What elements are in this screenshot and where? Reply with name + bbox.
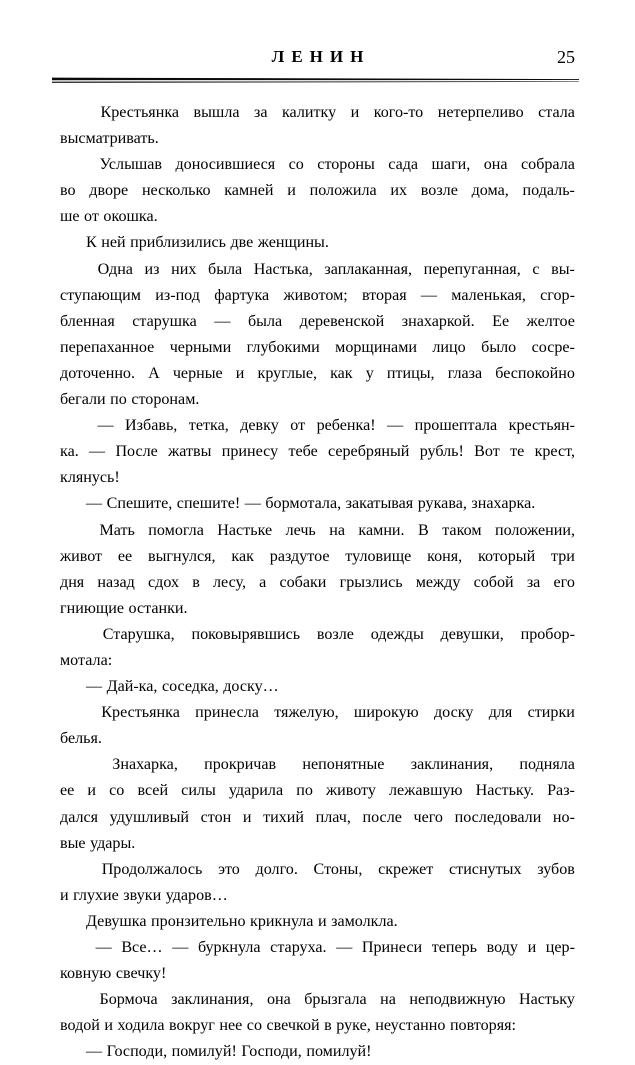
word: сосре-	[531, 338, 575, 356]
word: черными	[169, 338, 232, 356]
word: Принеси	[361, 939, 423, 956]
word: Раз-	[547, 782, 575, 800]
word: свечкой	[266, 1017, 320, 1035]
word: назад	[97, 573, 135, 591]
word: положила	[309, 182, 377, 200]
word: водой	[60, 1017, 100, 1035]
word: перепуганная,	[423, 260, 521, 278]
text-line	[60, 152, 575, 178]
word: как	[231, 547, 254, 565]
word: со	[109, 782, 125, 800]
word: гниющие	[60, 599, 124, 617]
word: прокричав	[204, 756, 277, 774]
word: —	[244, 495, 261, 513]
word: старушка	[132, 312, 197, 330]
word: и	[60, 886, 69, 904]
word: вые	[60, 834, 86, 852]
word: и	[235, 364, 245, 382]
word: собрала	[521, 156, 575, 174]
word: спешите!	[176, 495, 241, 513]
word: теперь	[431, 939, 478, 956]
word: это	[218, 860, 240, 878]
word: бегали	[60, 391, 106, 409]
word: перепаханное	[60, 338, 155, 356]
word: дня	[60, 573, 85, 591]
word: Вот	[474, 443, 500, 461]
word: дома,	[471, 182, 509, 200]
paragraph	[60, 257, 575, 414]
word: деревенской	[299, 312, 385, 330]
word: живот	[60, 547, 103, 565]
word: —	[387, 417, 404, 435]
word: Господи,	[241, 1043, 302, 1061]
word: грызлись	[339, 573, 403, 591]
paragraph	[60, 622, 575, 674]
word: силы	[181, 782, 216, 800]
word: знахарка.	[471, 495, 536, 513]
text-line	[60, 935, 575, 961]
word: широкую	[353, 704, 419, 722]
word: желтое	[526, 312, 575, 330]
word: Все…	[121, 939, 163, 956]
word: свечку!	[115, 965, 167, 983]
word: —	[86, 678, 103, 696]
text-line	[60, 387, 575, 413]
word: для	[488, 704, 513, 722]
word: помилуй!	[171, 1043, 237, 1061]
word: замолкла.	[331, 912, 398, 930]
word: доточенно.	[60, 364, 136, 382]
word: заклинания,	[171, 991, 254, 1009]
word: старуха.	[270, 939, 327, 956]
paragraph	[60, 413, 575, 491]
text-line	[60, 491, 575, 517]
word: возле	[316, 625, 354, 643]
word: Настьку	[519, 991, 575, 1009]
word: глубокими	[246, 338, 320, 356]
word: круглые,	[257, 364, 317, 382]
text-line	[60, 178, 575, 204]
word: и	[87, 782, 97, 800]
word: закатывая	[345, 495, 414, 513]
word: принесла	[195, 704, 259, 722]
text-line	[60, 726, 575, 752]
word: камней	[224, 182, 274, 200]
word: из-под	[155, 286, 200, 304]
word: ступающим	[60, 286, 141, 304]
word: высматривать.	[60, 130, 159, 148]
word: калитку	[281, 104, 337, 121]
text-line	[60, 335, 575, 361]
text-line	[60, 883, 575, 909]
word: и	[287, 182, 296, 200]
word: неустанно	[375, 1017, 446, 1035]
text-line	[60, 465, 575, 491]
word: —	[420, 286, 437, 304]
text-line	[60, 309, 575, 335]
text-line	[60, 126, 575, 152]
word: лесу,	[213, 573, 246, 591]
word: После	[115, 443, 158, 461]
word: девушки,	[440, 625, 504, 643]
word: была	[208, 260, 243, 278]
word: сгор-	[540, 286, 575, 304]
word: их	[390, 182, 408, 200]
word: серебряный	[328, 443, 410, 461]
text-line	[60, 805, 575, 831]
word: заплаканная,	[324, 260, 412, 278]
word: нетерпеливо	[437, 104, 524, 121]
word: Ее	[492, 312, 510, 330]
word: ее	[117, 547, 133, 565]
word: сада	[388, 156, 419, 174]
word: скрежет	[378, 860, 434, 878]
word: долго.	[255, 860, 298, 878]
word: в	[192, 573, 200, 591]
word: от	[84, 208, 99, 226]
text-line	[60, 987, 575, 1013]
word: фартука	[214, 286, 270, 304]
word: ребенка!	[316, 417, 376, 435]
word: рубль!	[419, 443, 464, 461]
paragraph	[60, 1039, 575, 1065]
word: Крестьянка	[101, 704, 180, 722]
text-line	[60, 909, 575, 935]
text-line	[60, 100, 575, 126]
word: лицо	[432, 338, 466, 356]
word: удары.	[90, 834, 136, 852]
word: и	[317, 912, 327, 930]
word: знахаркой.	[401, 312, 475, 330]
word: —	[97, 417, 114, 435]
word: —	[89, 443, 106, 461]
word: со	[288, 156, 304, 174]
text-line	[60, 361, 575, 387]
word: них	[171, 260, 197, 278]
word: клянусь!	[60, 469, 120, 487]
word: дворе	[89, 182, 129, 200]
word: жатвы	[168, 443, 212, 461]
word: туловище	[345, 547, 412, 565]
word: помогла	[148, 521, 204, 539]
word: принесу	[221, 443, 279, 461]
word: Услышав	[99, 156, 163, 174]
word: —	[214, 312, 231, 330]
word: крест,	[534, 443, 575, 461]
word: тихий	[263, 808, 305, 826]
text-line	[60, 752, 575, 778]
word: повторяя:	[449, 1017, 516, 1035]
word: непонятные	[302, 756, 385, 774]
word: заклинания,	[410, 756, 494, 774]
word: Господи,	[106, 1043, 168, 1061]
word: из	[144, 260, 160, 278]
text-line	[60, 961, 575, 987]
word: возле	[420, 182, 458, 200]
word: между	[415, 573, 461, 591]
word: А	[148, 364, 160, 382]
word: на	[329, 521, 345, 539]
word: вторая	[361, 286, 407, 304]
word: окошка.	[103, 208, 158, 226]
word: рукава,	[417, 495, 467, 513]
word: у	[365, 364, 374, 382]
word: птицы,	[386, 364, 435, 382]
word: поковырявшись	[191, 625, 301, 643]
word: К	[86, 234, 97, 252]
word: —	[172, 939, 189, 956]
word: зубов	[537, 860, 575, 878]
word: лечь	[285, 521, 316, 539]
word: с	[532, 260, 540, 278]
word: со	[246, 1017, 262, 1035]
word: доносившиеся	[175, 156, 276, 174]
word: неподвижную	[409, 991, 506, 1009]
word: сторонам.	[131, 391, 200, 409]
word: ка.	[60, 443, 79, 461]
word: Спешите,	[106, 495, 173, 513]
word: подняла	[519, 756, 575, 774]
word: ше	[60, 208, 80, 226]
running-head	[60, 46, 575, 76]
word: собаки	[279, 573, 327, 591]
word: воду	[486, 939, 518, 956]
word: тяжелую,	[274, 704, 339, 722]
word: последовали	[454, 808, 542, 826]
word: который	[478, 547, 536, 565]
double-rule	[52, 76, 579, 85]
text-line	[60, 857, 575, 883]
word: глаза	[447, 364, 483, 382]
word: дался	[60, 808, 99, 826]
word: коня,	[427, 547, 463, 565]
word: ее	[60, 782, 75, 800]
word: Настьке	[217, 521, 273, 539]
word: маленькая,	[451, 286, 526, 304]
text-line	[60, 831, 575, 857]
word: помилуй!	[306, 1043, 372, 1061]
text-line	[60, 230, 575, 256]
word: и	[527, 939, 537, 956]
text-line	[60, 518, 575, 544]
word: —	[336, 939, 353, 956]
word: руке,	[336, 1017, 371, 1035]
word: животом;	[283, 286, 348, 304]
word: крикнула	[250, 912, 314, 930]
paragraph	[60, 987, 575, 1039]
word: она	[483, 156, 508, 174]
word: от	[290, 417, 306, 435]
word: Настьку.	[475, 782, 534, 800]
word: вы-	[551, 260, 575, 278]
word: и	[350, 104, 360, 121]
word: две	[230, 234, 254, 252]
word: бормотала,	[265, 495, 342, 513]
page-number: 25	[557, 47, 575, 67]
word: лежавшую	[389, 782, 463, 800]
text-line	[60, 439, 575, 465]
word: тетка,	[188, 417, 229, 435]
word: доску	[433, 704, 474, 722]
word: стон	[200, 808, 232, 826]
word: соседка,	[161, 678, 219, 696]
paragraph	[60, 909, 575, 935]
page-title: ЛЕНИН	[271, 47, 371, 66]
word: Дай-ка,	[106, 678, 158, 696]
word: В	[418, 521, 429, 539]
word: во	[60, 182, 76, 200]
text-line	[60, 544, 575, 570]
word: мотала:	[60, 651, 113, 669]
word: шаги,	[431, 156, 471, 174]
word: —	[86, 495, 103, 513]
word: Старушка,	[102, 625, 175, 643]
text-line	[60, 283, 575, 309]
word: и	[104, 1017, 114, 1035]
text-line	[60, 596, 575, 622]
word: —	[86, 1043, 103, 1061]
word: пробор-	[520, 625, 575, 643]
word: несколько	[141, 182, 211, 200]
word: собой	[473, 573, 514, 591]
word: пронзительно	[151, 912, 246, 930]
text-line	[60, 1013, 575, 1039]
word: но-	[552, 808, 575, 826]
word: положении,	[494, 521, 575, 539]
word: три	[551, 547, 575, 565]
text-line	[60, 648, 575, 674]
word: доску…	[223, 678, 279, 696]
word: белья.	[60, 730, 102, 748]
word: после	[362, 808, 402, 826]
word: раздутое	[269, 547, 330, 565]
paragraph	[60, 491, 575, 517]
word: камни.	[358, 521, 405, 539]
word: как	[330, 364, 353, 382]
word: глухие	[73, 886, 119, 904]
word: стирки	[527, 704, 575, 722]
word: удушливый	[109, 808, 190, 826]
text-line	[60, 778, 575, 804]
word: Бормоча	[99, 991, 158, 1009]
word: ней	[101, 234, 126, 252]
paragraph	[60, 100, 575, 152]
word: цер-	[545, 939, 575, 956]
text-line	[60, 674, 575, 700]
word: животу	[325, 782, 376, 800]
word: выгнулся,	[148, 547, 216, 565]
word: а	[259, 573, 267, 591]
word: останки.	[128, 599, 188, 617]
word: звуки	[123, 886, 162, 904]
word: за	[253, 104, 268, 121]
word: Одна	[97, 260, 133, 278]
word: черные	[172, 364, 223, 382]
word: нее	[219, 1017, 243, 1035]
paragraph	[60, 700, 575, 752]
word: кого-то	[373, 104, 424, 121]
word: по	[296, 782, 313, 800]
word: стороны	[317, 156, 375, 174]
word: ударила	[228, 782, 284, 800]
word: за	[526, 573, 541, 591]
word: прошептала	[414, 417, 498, 435]
word: одежды	[370, 625, 424, 643]
word: и	[242, 808, 252, 826]
text-line	[60, 257, 575, 283]
word: по	[110, 391, 127, 409]
word: брызгала	[304, 991, 367, 1009]
text-line	[60, 570, 575, 596]
text-line	[60, 622, 575, 648]
word: вокруг	[169, 1017, 215, 1035]
paragraph	[60, 230, 575, 256]
word: приблизились	[130, 234, 226, 252]
word: ходила	[117, 1017, 165, 1035]
word: Избавь,	[125, 417, 178, 435]
word: крестьян-	[508, 417, 575, 435]
word: Продолжалось	[101, 860, 203, 878]
body-text	[60, 100, 575, 1065]
word: на	[380, 991, 396, 1009]
word: было	[481, 338, 517, 356]
word: ковную	[60, 965, 112, 983]
text-line	[60, 204, 575, 230]
word: —	[95, 939, 112, 956]
word: была	[247, 312, 283, 330]
word: вышла	[193, 104, 240, 121]
paragraph	[60, 674, 575, 700]
text-line	[60, 413, 575, 439]
paragraph	[60, 152, 575, 230]
paragraph	[60, 857, 575, 909]
word: в	[324, 1017, 332, 1035]
word: всей	[137, 782, 169, 800]
word: стиснутых	[449, 860, 522, 878]
word: буркнула	[197, 939, 261, 956]
paragraph	[60, 935, 575, 987]
word: Девушка	[86, 912, 147, 930]
word: морщинами	[335, 338, 417, 356]
word: беспокойно	[495, 364, 575, 382]
word: плач,	[315, 808, 351, 826]
word: Крестьянка	[100, 104, 180, 121]
paragraph	[60, 752, 575, 856]
word: ударов…	[165, 886, 228, 904]
word: чего	[413, 808, 443, 826]
word: таком	[442, 521, 482, 539]
text-line	[60, 1039, 575, 1065]
word: она	[266, 991, 291, 1009]
word: стала	[538, 104, 575, 121]
word: Мать	[99, 521, 135, 539]
word: Настька,	[253, 260, 313, 278]
word: девку	[240, 417, 279, 435]
word: сдох	[148, 573, 180, 591]
word: Знахарка,	[112, 756, 178, 774]
text-line	[60, 700, 575, 726]
word: подаль-	[522, 182, 575, 200]
word: его	[553, 573, 575, 591]
word: Стоны,	[313, 860, 363, 878]
word: тебе	[288, 443, 318, 461]
word: бленная	[60, 312, 115, 330]
word: те	[510, 443, 525, 461]
paragraph	[60, 518, 575, 622]
word: женщины.	[257, 234, 329, 252]
